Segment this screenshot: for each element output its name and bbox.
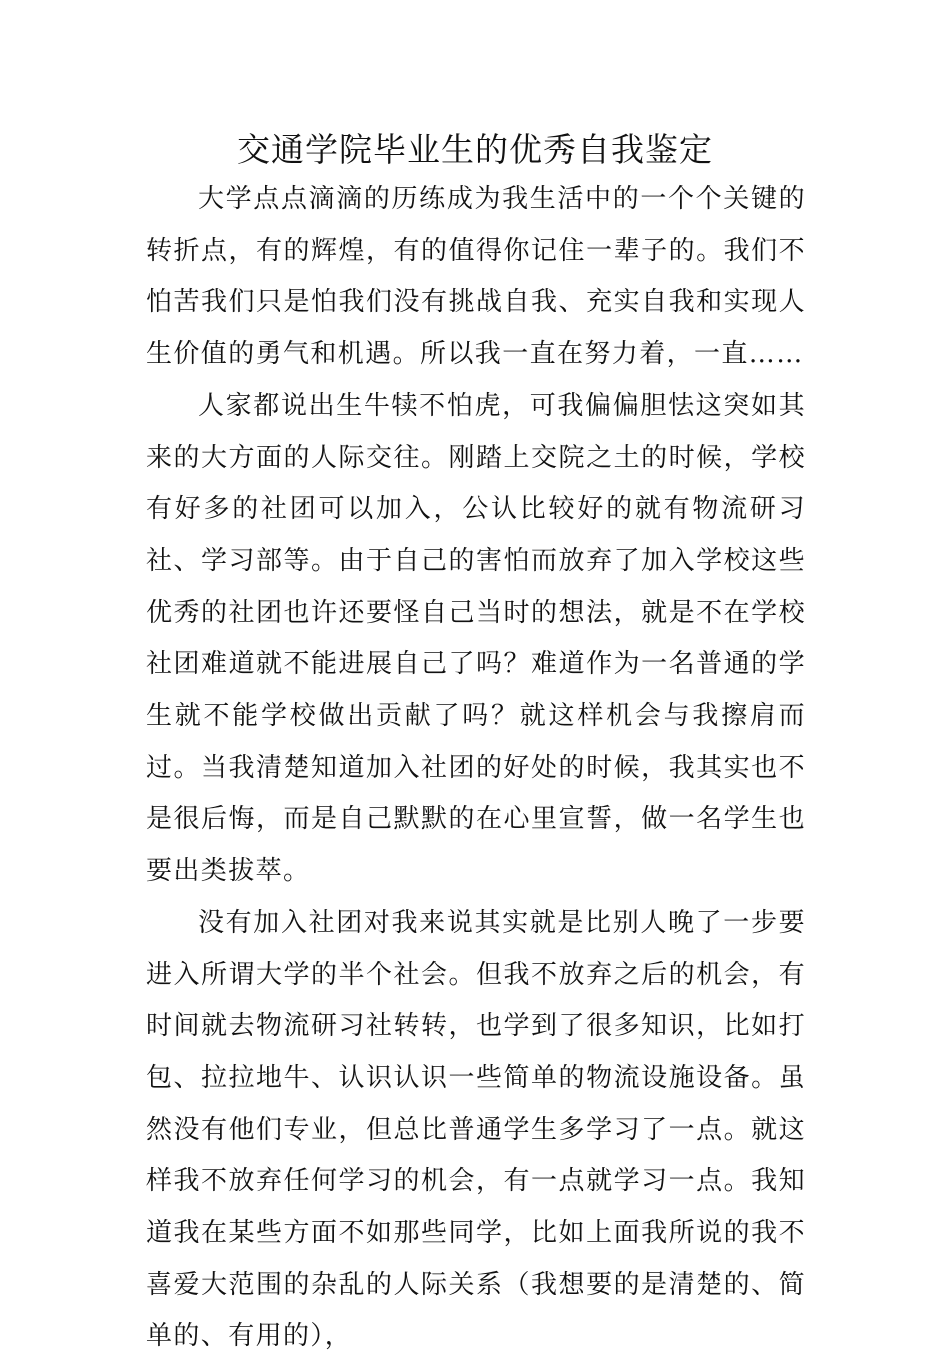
paragraph-2: 人家都说出生牛犊不怕虎，可我偏偏胆怯这突如其来的大方面的人际交往。刚踏上交院之土的时候，学校有好多的社团可以加入，公认比较好的就有物流研习社、学习部等。由于自己的害怕而放弃了加入学校这些优秀的社团也许还要怪自己当时的想法，就是不在学校社团难道就不能进展自己了吗？难道作为一名普通的学生就不能学校做出贡献了吗？就这样机会与我擦肩而过。当我清楚知道加入社团的好处的时候，我其实也不是很后悔，而是自己默默的在心里宣誓，做一名学生也要出类拔萃。: [146, 390, 806, 887]
paragraph-1: 大学点点滴滴的历练成为我生活中的一个个关键的转折点，有的辉煌，有的值得你记住一辈子的。我们不怕苦我们只是怕我们没有挑战自我、充实自我和实现人生价值的勇气和机遇。所以我一直在努力着，一直……: [146, 184, 806, 370]
paragraph-3: 没有加入社团对我来说其实就是比别人晚了一步要进入所谓大学的半个社会。但我不放弃之后的机会，有时间就去物流研习社转转，也学到了很多知识，比如打包、拉拉地牛、认识认识一些简单的物流设施设备。虽然没有他们专业，但总比普通学生多学习了一点。就这样我不放弃任何学习的机会，有一点就学习一点。我知道我在某些方面不如那些同学，比如上面我所说的我不喜爱大范围的杂乱的人际关系（我想要的是清楚的、简单的、有用的），: [146, 907, 806, 1352]
document-body: [146, 174, 806, 1363]
document-title: 交通学院毕业生的优秀自我鉴定: [237, 130, 713, 169]
